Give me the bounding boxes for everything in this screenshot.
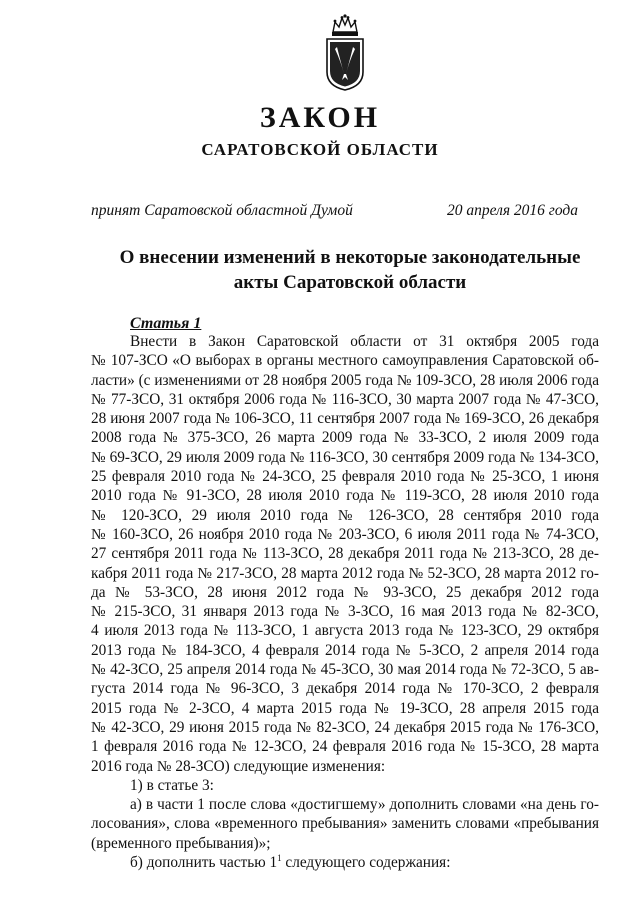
adopted-date: 20 апреля 2016 года [446,202,578,219]
saratov-coat-of-arms-icon [323,14,367,92]
article-body [91,332,599,872]
text-line: № 42-ЗСО, 25 апреля 2014 года № 45-ЗСО, 30 мая 2014 года № 72-ЗСО, 5 ав- [91,661,599,679]
item-b-superscript: 1 [277,852,282,863]
item-b-text-suffix: следующего содержания: [281,854,451,872]
text-line: густа 2014 года № 96-ЗСО, 3 декабря 2014 года № 170-ЗСО, 2 февраля [91,680,599,698]
paragraph-1 [91,332,599,776]
text-line: № 69-ЗСО, 29 июля 2009 года № 116-ЗСО, 30 сентября 2009 года № 134-ЗСО, [91,448,599,466]
text-line: (временного пребывания)»; [91,834,271,852]
text-line: № 215-ЗСО, 31 января 2013 года № 3-ЗСО, 16 мая 2013 года № 82-ЗСО, [91,603,599,621]
item-b-text: б) дополнить частью 1 [130,854,278,872]
text-line: 2008 года № 375-ЗСО, 26 марта 2009 года № 33-ЗСО, 2 июля 2009 года [91,429,599,447]
text-line: 27 сентября 2011 года № 113-ЗСО, 28 декабря 2011 года № 213-ЗСО, 28 де- [91,545,599,563]
text-line: лосования», слова «временного пребывания» заменить словами «пребывания [91,815,599,833]
item-b [91,853,599,872]
text-line: кабря 2011 года № 217-ЗСО, 28 марта 2012 года № 52-ЗСО, 28 марта 2012 го- [91,564,599,582]
text-line: 2013 года № 184-ЗСО, 4 февраля 2014 года № 5-ЗСО, 2 апреля 2014 года [91,641,599,659]
text-line: 1 февраля 2016 года № 12-ЗСО, 24 февраля 2016 года № 15-ЗСО, 28 марта [91,738,599,756]
text-line: да № 53-ЗСО, 28 июня 2012 года № 93-ЗСО, 25 декабря 2012 года [91,583,599,601]
text-line: 2016 года № 28-ЗСО) следующие изменения: [91,757,386,775]
text-line: 2010 года № 91-ЗСО, 28 июля 2010 года № 119-ЗСО, 28 июля 2010 года [91,487,599,505]
text-line: 28 июня 2007 года № 106-ЗСО, 11 сентября 2007 года № 169-ЗСО, 26 декабря [91,410,599,428]
text-line: № 107-ЗСО «О выборах в органы местного самоуправления Саратовской об- [91,352,599,370]
item-a [91,795,599,853]
law-title: ЗАКОН [259,101,381,134]
document-heading [60,245,640,295]
text-line: № 77-ЗСО, 31 октября 2006 года № 116-ЗСО, 30 марта 2007 года № 47-ЗСО, [91,390,599,408]
text-line: ласти» (с изменениями от 28 ноября 2005 года № 109-ЗСО, 28 июля 2006 года [91,371,599,389]
article-label: Статья 1 [130,315,202,332]
text-line: а) в части 1 после слова «достигшему» дополнить словами «на день го- [130,796,599,814]
text-line: № 120-ЗСО, 29 июля 2010 года № 126-ЗСО, 28 сентября 2010 года [91,506,599,524]
text-line: 2015 года № 2-ЗСО, 4 марта 2015 года № 19-ЗСО, 28 апреля 2015 года [91,699,599,717]
text-line: Внести в Закон Саратовской области от 31 октября 2005 года [130,333,599,350]
text-line: 25 февраля 2010 года № 24-ЗСО, 25 февраля 2010 года № 25-ЗСО, 1 июня [91,468,599,486]
adopted-by: принят Саратовской областной Думой [91,202,353,219]
document-heading-line: О внесении изменений в некоторые законодательные [119,247,581,268]
text-line: № 42-ЗСО, 29 июня 2015 года № 82-ЗСО, 24 декабря 2015 года № 176-ЗСО, [91,718,599,736]
document-heading-line: акты Саратовской области [233,272,467,293]
law-region: САРАТОВСКОЙ ОБЛАСТИ [201,140,439,159]
item-1: 1) в статье 3: [130,776,214,794]
text-line: № 160-ЗСО, 26 ноября 2010 года № 203-ЗСО, 6 июля 2011 года № 74-ЗСО, [91,525,599,543]
text-line: 4 июля 2013 года № 113-ЗСО, 1 августа 2013 года № 123-ЗСО, 29 октября [91,622,599,640]
